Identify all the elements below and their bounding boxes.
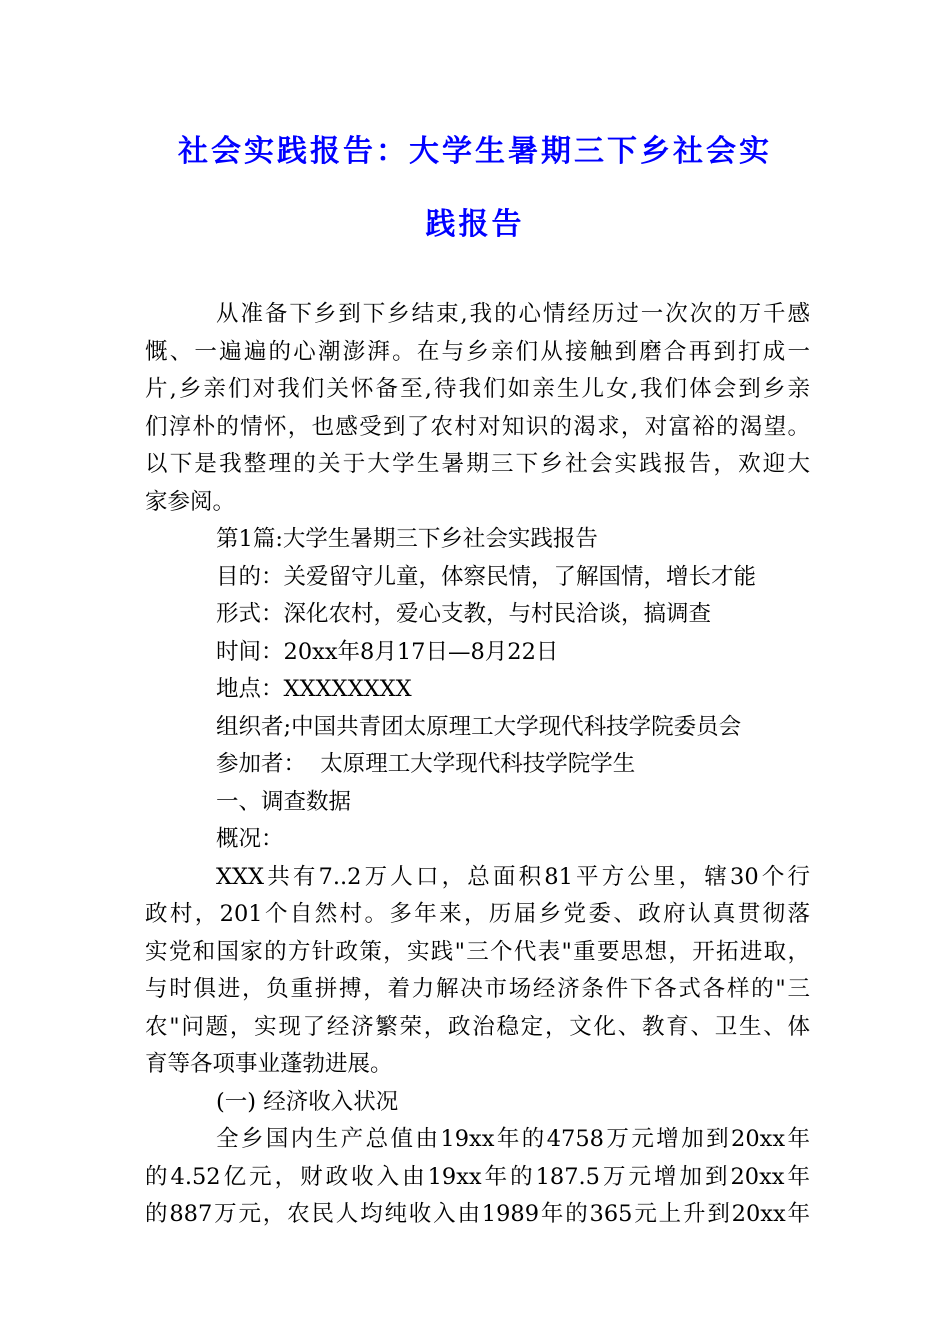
intro-line: 片,乡亲们对我们关怀备至,待我们如亲生儿女,我们体会到乡亲 (145, 376, 810, 402)
intro-line: 们淳朴的情怀，也感受到了农村对知识的渴求，对富裕的渴望。 (145, 413, 810, 440)
overview-label: 概况： (216, 826, 284, 852)
economy-line: 全乡国内生产总值由19xx年的4758万元增加到20xx年 (216, 1126, 810, 1152)
overview-line: 与时俱进，负重拼搏，着力解决市场经济条件下各式各样的"三 (145, 976, 810, 1002)
article-heading: 第1篇:大学生暑期三下乡社会实践报告 (216, 526, 598, 552)
intro-line: 家参阅。 (145, 488, 236, 515)
participants-line: 参加者： 太原理工大学现代科技学院学生 (216, 751, 636, 777)
economy-heading: (一) 经济收入状况 (216, 1088, 399, 1115)
intro-line: 从准备下乡到下乡结束,我的心情经历过一次次的万千感 (216, 301, 810, 327)
economy-line: 的887万元，农民人均纯收入由1989年的365元上升到20xx年 (145, 1201, 810, 1227)
overview-line: 政村，201个自然村。多年来，历届乡党委、政府认真贯彻落 (145, 901, 810, 927)
intro-paragraph (145, 296, 810, 521)
overview-line: 农"问题，实现了经济繁荣，政治稳定，文化、教育、卫生、体 (145, 1013, 810, 1040)
place-line: 地点：XXXXXXXX (216, 676, 412, 702)
organizer-line: 组织者;中国共青团太原理工大学现代科技学院委员会 (216, 713, 742, 740)
intro-line: 以下是我整理的关于大学生暑期三下乡社会实践报告，欢迎大 (145, 451, 810, 477)
overview-paragraph (145, 859, 810, 1084)
form-line: 形式：深化农村，爱心支教，与村民洽谈，搞调查 (216, 601, 712, 627)
economy-line: 的4.52亿元，财政收入由19xx年的187.5万元增加到20xx年 (145, 1163, 810, 1190)
overview-line: 实党和国家的方针政策，实践"三个代表"重要思想，开拓进取， (145, 938, 810, 965)
section-heading: 一、调查数据 (216, 788, 352, 815)
document-title-line-2: 践报告 (425, 207, 525, 242)
economy-paragraph (145, 1121, 810, 1234)
purpose-line: 目的：关爱留守儿童，体察民情，了解国情，增长才能 (216, 563, 757, 590)
intro-line: 慨、一遍遍的心潮澎湃。在与乡亲们从接触到磨合再到打成一 (145, 338, 810, 365)
time-line: 时间：20xx年8月17日—8月22日 (216, 638, 559, 665)
overview-line: XXX共有7..2万人口，总面积81平方公里，辖30个行 (216, 863, 810, 890)
document-body (145, 296, 810, 1234)
document-title-line-1: 社会实践报告：大学生暑期三下乡社会实 (178, 134, 772, 169)
overview-line: 育等各项事业蓬勃进展。 (145, 1051, 393, 1077)
